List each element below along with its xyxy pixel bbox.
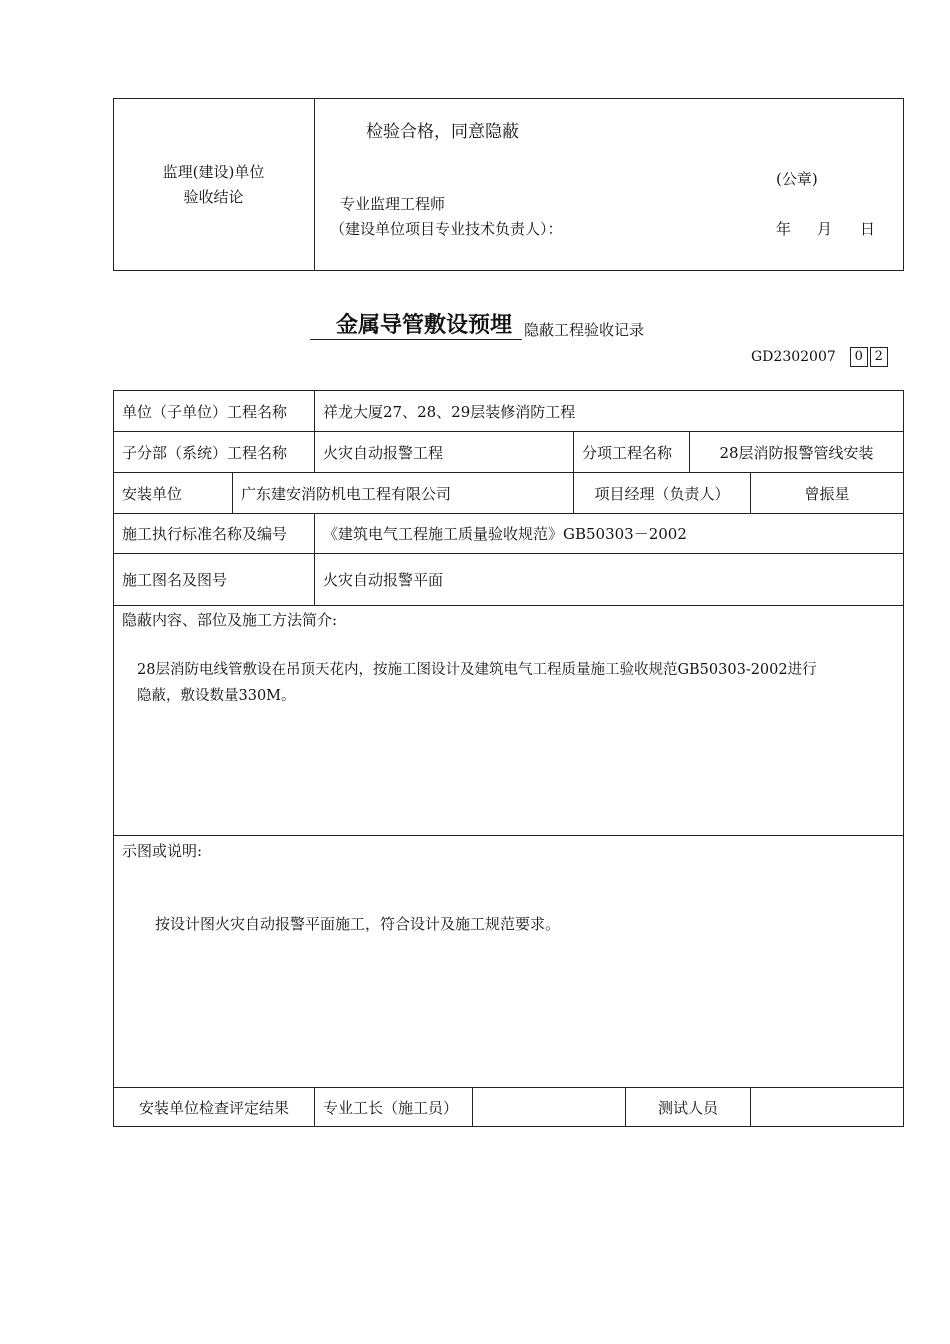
drawing-value: 火灾自动报警平面 (323, 571, 444, 589)
foreman-value (473, 1088, 625, 1127)
row-line (113, 835, 904, 836)
record-code-text: GD2302007 (751, 349, 836, 365)
project-label: 单位（子单位）工程名称 (122, 402, 288, 421)
standard-label: 施工执行标准名称及编号 (122, 525, 288, 543)
manager-label: 项目经理（负责人） (594, 484, 730, 503)
code-digit-1: 0 (850, 347, 868, 367)
supervision-conclusion: 检验合格，同意隐蔽 (366, 122, 519, 142)
engineer-line2: （建设单位项目专业技术负责人）： (330, 220, 563, 238)
title-main: 金属导管敷设预埋 (310, 308, 522, 340)
subdivision-value: 火灾自动报警工程 (323, 443, 444, 462)
date-month: 月 (817, 220, 833, 238)
date-day: 日 (860, 220, 876, 238)
supervision-divider (314, 98, 315, 271)
row-line (113, 605, 904, 606)
supervision-label-line1: 监理(建设)单位 (162, 163, 265, 181)
page-title (310, 308, 644, 340)
seal-text: (公章) (776, 170, 818, 188)
foreman-label: 专业工长（施工员） (323, 1099, 459, 1117)
item-value: 28层消防报警管线安装 (719, 443, 874, 462)
installer-value: 广东建安消防机电工程有限公司 (241, 484, 452, 503)
title-suffix: 隐蔽工程验收记录 (524, 321, 645, 339)
installer-label: 安装单位 (122, 484, 183, 503)
date-year: 年 (776, 220, 792, 238)
diagram-label: 示图或说明: (122, 842, 203, 860)
tester-value (751, 1088, 903, 1127)
project-value: 祥龙大厦27、28、29层装修消防工程 (323, 402, 576, 421)
hidden-content-line1: 28层消防电线管敷设在吊顶天花内，按施工图设计及建筑电气工程质量施工验收规范GB50303-2002进行 (137, 662, 817, 678)
manager-value: 曾振星 (804, 484, 850, 503)
drawing-label: 施工图名及图号 (122, 571, 228, 589)
engineer-line1: 专业监理工程师 (340, 195, 446, 213)
result-label: 安装单位检查评定结果 (138, 1099, 289, 1117)
hidden-content-line2: 隐蔽，敷设数量330M。 (137, 688, 296, 704)
supervision-label (113, 160, 314, 210)
item-label: 分项工程名称 (582, 443, 673, 462)
supervision-label-line2: 验收结论 (183, 188, 244, 206)
standard-value: 《建筑电气工程施工质量验收规范》GB50303－2002 (323, 525, 687, 543)
tester-label: 测试人员 (657, 1099, 718, 1117)
subdivision-label: 子分部（系统）工程名称 (122, 443, 288, 462)
record-code (751, 347, 888, 367)
diagram-text: 按设计图火灾自动报警平面施工，符合设计及施工规范要求。 (155, 915, 561, 933)
code-digit-2: 2 (870, 347, 888, 367)
hidden-content-label: 隐蔽内容、部位及施工方法简介: (122, 611, 338, 629)
